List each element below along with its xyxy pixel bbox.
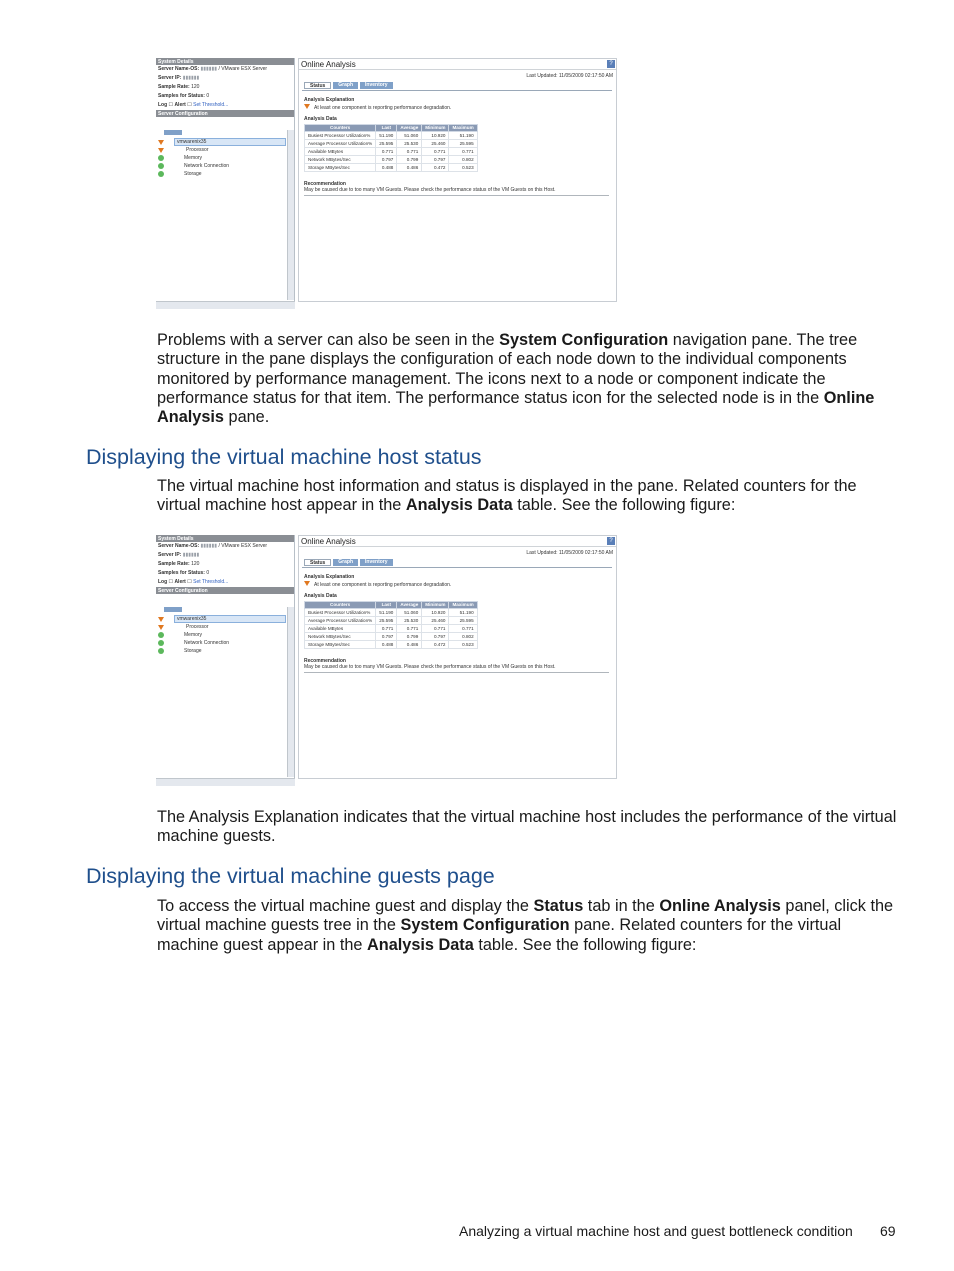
recommendation-text: May be caused due to too many VM Guests. Please check the performance status of the VM Guests on this Host.	[304, 664, 556, 670]
table-header[interactable]: Average	[397, 125, 422, 132]
server-name-value: / VMware ESX Server	[218, 66, 268, 72]
paragraph-vm-host: The virtual machine host information and status is displayed in the pane. Related counters for the virtual machine host appear in the Analysis Data table. See the following figure:	[157, 477, 857, 515]
tab-status[interactable]: Status	[304, 82, 331, 89]
table-row: Network MBytes/Sec 0.797 0.799 0.797 0.802	[305, 156, 478, 164]
tab-graph[interactable]: Graph	[333, 82, 358, 89]
tab-graph[interactable]: Graph	[333, 559, 358, 566]
tree-node-network[interactable]	[158, 162, 288, 170]
ok-status-icon	[158, 171, 164, 177]
table-header[interactable]: Minimum	[422, 602, 449, 609]
server-name-label: Server Name-OS:	[158, 543, 200, 549]
tab-bar	[304, 82, 393, 89]
tree-item-label: Memory	[184, 155, 203, 161]
warning-icon	[158, 625, 164, 630]
sample-rate-value: 120	[191, 84, 200, 90]
analysis-data-table	[304, 124, 478, 172]
server-configuration-header: Server Configuration	[156, 110, 294, 117]
tree-item-label: Memory	[184, 632, 203, 638]
screenshot-figure-1	[156, 58, 617, 309]
log-checkbox[interactable]: Log	[158, 102, 168, 108]
warning-icon	[304, 104, 310, 109]
tree-item-label: Network Connection	[184, 640, 230, 646]
samples-label: Samples for Status:	[158, 93, 205, 99]
system-details-pane: System Details Server Name-OS: ▮▮▮▮▮▮ / VMware ESX Server Server IP: ▮▮▮▮▮▮ Sample Rate: 120 Samples for Status: 0 Log ☐ Alert ☐ Set Threshold... Server Configuration vmwarenix35 Processor Memory Network Connection Storage	[156, 58, 295, 309]
tree-node-memory[interactable]	[158, 154, 288, 162]
alert-checkbox[interactable]: Alert	[174, 579, 186, 585]
table-row: Storage MBytes/Sec 0.488 0.486 0.472 0.523	[305, 164, 478, 172]
log-checkbox[interactable]: Log	[158, 579, 168, 585]
page-number: 69	[880, 1223, 896, 1239]
footer-title: Analyzing a virtual machine host and guest bottleneck condition	[459, 1223, 853, 1239]
warning-icon	[158, 148, 164, 153]
tree-host-label[interactable]: vmwarenix35	[174, 138, 286, 146]
server-name-value: / VMware ESX Server	[218, 543, 268, 549]
table-header[interactable]: Last	[376, 125, 397, 132]
online-analysis-title: Online Analysis	[299, 59, 616, 70]
tab-status[interactable]: Status	[304, 559, 331, 566]
analysis-data-title: Analysis Data	[304, 116, 337, 122]
table-row: Average Processor Utilization% 25.595 25.530 25.460 25.595	[305, 617, 478, 625]
ok-status-icon	[158, 155, 164, 161]
recommendation-text: May be caused due to too many VM Guests. Please check the performance status of the VM Guests on this Host.	[304, 187, 556, 193]
tab-bar	[304, 559, 393, 566]
ok-status-icon	[158, 648, 164, 654]
server-name-label: Server Name-OS:	[158, 66, 200, 72]
tree-node-host[interactable]	[158, 138, 288, 146]
analysis-explanation-title: Analysis Explanation	[304, 574, 355, 580]
sample-rate-value: 120	[191, 561, 200, 567]
set-threshold-link[interactable]: Set Threshold...	[193, 102, 229, 108]
sample-rate-label: Sample Rate:	[158, 561, 190, 567]
tab-divider	[302, 567, 612, 568]
tree-host-label[interactable]: vmwarenix35	[174, 615, 286, 623]
analysis-data-title: Analysis Data	[304, 593, 337, 599]
tree-item-label: Processor	[186, 624, 209, 630]
sample-rate-label: Sample Rate:	[158, 84, 190, 90]
analysis-explanation-title: Analysis Explanation	[304, 97, 355, 103]
ok-status-icon	[158, 163, 164, 169]
table-header[interactable]: Maximum	[449, 602, 477, 609]
ok-status-icon	[158, 632, 164, 638]
tree-node-host[interactable]	[158, 615, 288, 623]
analysis-explanation-text: At least one component is reporting performance degradation.	[304, 104, 451, 111]
table-header[interactable]: Minimum	[422, 125, 449, 132]
server-ip-label: Server IP:	[158, 75, 182, 81]
tree-node-processor[interactable]	[158, 623, 288, 631]
system-details-header: System Details	[156, 58, 294, 65]
table-row: Network MBytes/Sec 0.797 0.799 0.797 0.802	[305, 633, 478, 641]
system-details-pane: System Details Server Name-OS: ▮▮▮▮▮▮ / VMware ESX Server Server IP: ▮▮▮▮▮▮ Sample Rate: 120 Samples for Status: 0 Log ☐ Alert ☐ Set Threshold... Server Configuration vmwarenix35 Processor Memory Network Connection Storage	[156, 535, 295, 786]
online-analysis-pane	[298, 58, 617, 302]
analysis-explanation-text: At least one component is reporting performance degradation.	[304, 581, 451, 588]
tree-node-memory[interactable]	[158, 631, 288, 639]
tree-item-label: Processor	[186, 147, 209, 153]
samples-value: 0	[206, 93, 210, 99]
tree-node-storage[interactable]	[158, 170, 288, 178]
heading-vm-guests-page: Displaying the virtual machine guests page	[86, 864, 495, 888]
table-header[interactable]: Last	[376, 602, 397, 609]
vertical-scrollbar[interactable]	[287, 607, 294, 777]
help-icon[interactable]: ?	[607, 537, 615, 545]
server-configuration-header: Server Configuration	[156, 587, 294, 594]
samples-label: Samples for Status:	[158, 570, 205, 576]
alert-checkbox[interactable]: Alert	[174, 102, 186, 108]
online-analysis-pane	[298, 535, 617, 779]
server-tree	[158, 138, 288, 178]
tree-item-label: Storage	[184, 171, 202, 177]
tab-inventory[interactable]: Inventory	[360, 559, 393, 566]
table-row: Busiest Processor Utilization% 51.190 51.060 10.920 51.190	[305, 609, 478, 617]
tree-node-storage[interactable]	[158, 647, 288, 655]
table-row: Busiest Processor Utilization% 51.190 51.060 10.920 51.190	[305, 132, 478, 140]
horizontal-scrollbar[interactable]	[156, 778, 295, 786]
table-header[interactable]: Maximum	[449, 125, 477, 132]
recommendation-title: Recommendation	[304, 181, 346, 187]
tab-inventory[interactable]: Inventory	[360, 82, 393, 89]
table-header[interactable]: Counters	[305, 602, 376, 609]
last-updated: Last Updated: 11/05/2009 02:17:50 AM	[526, 550, 613, 556]
table-row: Storage MBytes/Sec 0.488 0.486 0.472 0.523	[305, 641, 478, 649]
server-ip-label: Server IP:	[158, 552, 182, 558]
divider	[304, 672, 609, 673]
warning-icon	[158, 140, 164, 145]
ok-status-icon	[158, 640, 164, 646]
paragraph-analysis-explanation: The Analysis Explanation indicates that the virtual machine host includes the performance of the virtual machine guests.	[157, 808, 897, 846]
table-row: Available MBytes 0.771 0.771 0.771 0.771	[305, 625, 478, 633]
analysis-data-table	[304, 601, 478, 649]
paragraph-system-configuration: Problems with a server can also be seen in the System Configuration navigation pane. The tree structure in the pane displays the configuration of each node down to the individual components monitored by performance management. The icons next to a node or component indicate the performance status for that item. The performance status icon for the selected node is in the Online Analysis pane.	[157, 331, 875, 427]
table-row: Available MBytes 0.771 0.771 0.771 0.771	[305, 148, 478, 156]
vertical-scrollbar[interactable]	[287, 130, 294, 300]
set-threshold-link[interactable]: Set Threshold...	[193, 579, 229, 585]
warning-icon	[304, 581, 310, 586]
tree-item-label: Network Connection	[184, 163, 230, 169]
tree-toolbar[interactable]	[164, 607, 182, 612]
horizontal-scrollbar[interactable]	[156, 301, 295, 309]
help-icon[interactable]: ?	[607, 60, 615, 68]
last-updated: Last Updated: 11/05/2009 02:17:50 AM	[526, 73, 613, 79]
online-analysis-title: Online Analysis	[299, 536, 616, 547]
tab-divider	[302, 90, 612, 91]
tree-toolbar[interactable]	[164, 130, 182, 135]
tree-node-processor[interactable]	[158, 146, 288, 154]
screenshot-figure-2	[156, 535, 617, 786]
table-row: Average Processor Utilization% 25.595 25.530 25.460 25.595	[305, 140, 478, 148]
warning-icon	[158, 617, 164, 622]
system-details-header: System Details	[156, 535, 294, 542]
divider	[304, 195, 609, 196]
samples-value: 0	[206, 570, 210, 576]
server-tree	[158, 615, 288, 655]
table-header[interactable]: Counters	[305, 125, 376, 132]
heading-vm-host-status: Displaying the virtual machine host status	[86, 445, 482, 469]
recommendation-title: Recommendation	[304, 658, 346, 664]
paragraph-vm-guests: To access the virtual machine guest and display the Status tab in the Online Analysis panel, click the virtual machine guests tree in the System Configuration pane. Related counters for the virtual machine guest appear in the Analysis Data table. See the following figure:	[157, 897, 894, 954]
tree-item-label: Storage	[184, 648, 202, 654]
table-header[interactable]: Average	[397, 602, 422, 609]
tree-node-network[interactable]	[158, 639, 288, 647]
